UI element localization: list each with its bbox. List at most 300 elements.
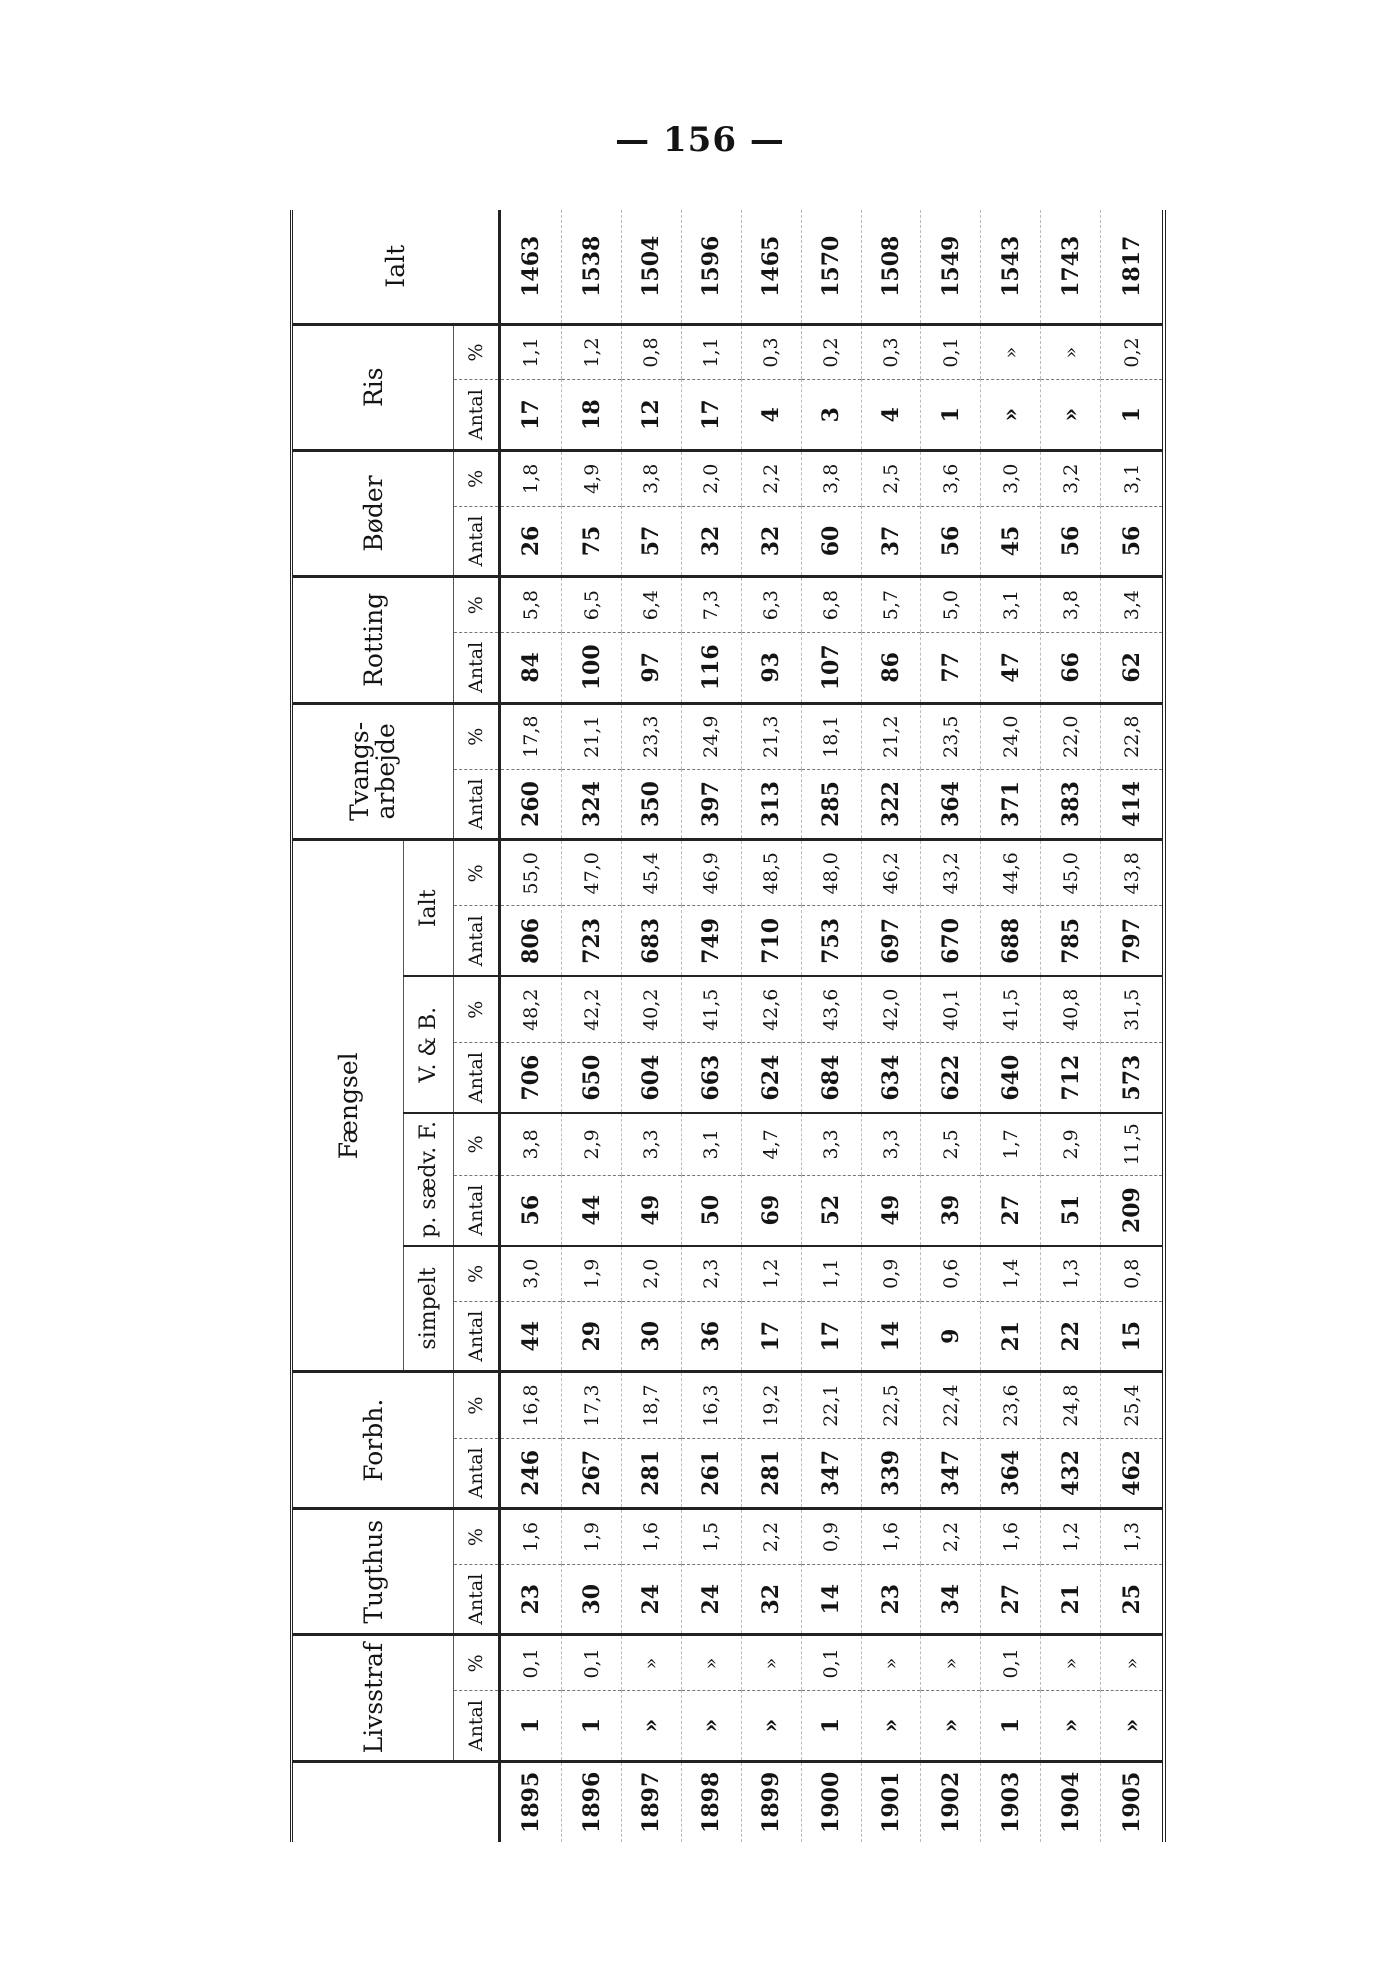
cell-liv-a: » <box>681 1691 741 1761</box>
cell-total: 1817 <box>1101 210 1164 324</box>
cell-forbh-p: 23,6 <box>981 1372 1041 1438</box>
cell-rot-p: 6,8 <box>801 577 861 633</box>
cell-simp-p: 3,0 <box>500 1246 562 1302</box>
cell-psf-a: 49 <box>861 1175 921 1245</box>
cell-tv-a: 260 <box>500 769 562 839</box>
cell-tv-a: 383 <box>1041 769 1101 839</box>
table-row <box>921 210 981 1842</box>
cell-bod-p: 3,8 <box>622 450 682 506</box>
cell-psf-a: 56 <box>500 1175 562 1245</box>
cell-simp-a: 17 <box>741 1301 801 1371</box>
cell-vb-p: 43,6 <box>801 976 861 1042</box>
cell-fi-p: 46,2 <box>861 840 921 906</box>
cell-fi-a: 670 <box>921 906 981 976</box>
cell-rot-p: 5,8 <box>500 577 562 633</box>
cell-rot-a: 86 <box>861 633 921 703</box>
cell-total: 1549 <box>921 210 981 324</box>
cell-total: 1543 <box>981 210 1041 324</box>
cell-rot-p: 3,1 <box>981 577 1041 633</box>
table-row <box>801 210 861 1842</box>
cell-ris-p: 0,3 <box>861 324 921 380</box>
cell-fi-p: 45,0 <box>1041 840 1101 906</box>
header-rotting: Rotting <box>292 577 454 703</box>
cell-ris-p: 0,2 <box>1101 324 1164 380</box>
cell-fi-a: 753 <box>801 906 861 976</box>
cell-tv-a: 371 <box>981 769 1041 839</box>
cell-simp-p: 1,1 <box>801 1246 861 1302</box>
table-body <box>500 210 1165 1842</box>
cell-bod-p: 1,8 <box>500 450 562 506</box>
antal-label: Antal <box>454 1043 500 1113</box>
cell-fi-p: 47,0 <box>562 840 622 906</box>
cell-simp-p: 2,0 <box>622 1246 682 1302</box>
cell-tv-p: 21,2 <box>861 703 921 769</box>
header-livsstraf: Livsstraf <box>292 1635 454 1761</box>
cell-simp-p: 1,3 <box>1041 1246 1101 1302</box>
cell-simp-a: 44 <box>500 1301 562 1371</box>
cell-tug-a: 27 <box>981 1565 1041 1635</box>
cell-forbh-a: 339 <box>861 1438 921 1508</box>
cell-bod-a: 32 <box>741 506 801 576</box>
cell-forbh-a: 462 <box>1101 1438 1164 1508</box>
cell-psf-a: 44 <box>562 1175 622 1245</box>
cell-liv-a: 1 <box>500 1691 562 1761</box>
cell-simp-a: 17 <box>801 1301 861 1371</box>
cell-ris-p: » <box>1041 324 1101 380</box>
cell-simp-p: 1,2 <box>741 1246 801 1302</box>
header-faengsel: Fængsel <box>292 840 404 1372</box>
pct-label: % <box>454 324 500 380</box>
cell-tug-p: 1,2 <box>1041 1509 1101 1565</box>
cell-forbh-p: 22,1 <box>801 1372 861 1438</box>
cell-liv-a: » <box>1041 1691 1101 1761</box>
cell-tug-a: 34 <box>921 1565 981 1635</box>
cell-fi-a: 806 <box>500 906 562 976</box>
cell-liv-p: » <box>1041 1635 1101 1691</box>
cell-psf-p: 1,7 <box>981 1113 1041 1175</box>
cell-rot-p: 3,4 <box>1101 577 1164 633</box>
cell-fi-p: 55,0 <box>500 840 562 906</box>
cell-ris-p: 0,1 <box>921 324 981 380</box>
cell-rot-a: 47 <box>981 633 1041 703</box>
cell-ris-p: 0,2 <box>801 324 861 380</box>
cell-tug-p: 1,3 <box>1101 1509 1164 1565</box>
page-number: — 156 — <box>615 120 785 160</box>
cell-ris-a: 17 <box>681 380 741 450</box>
cell-fi-p: 43,2 <box>921 840 981 906</box>
cell-vb-a: 712 <box>1041 1043 1101 1113</box>
cell-tug-p: 1,6 <box>622 1509 682 1565</box>
cell-tug-p: 1,6 <box>500 1509 562 1565</box>
cell-bod-a: 60 <box>801 506 861 576</box>
cell-fi-a: 749 <box>681 906 741 976</box>
cell-rot-a: 84 <box>500 633 562 703</box>
table-row <box>562 210 622 1842</box>
header-ialt-sub: Ialt <box>404 840 454 977</box>
cell-tug-a: 32 <box>741 1565 801 1635</box>
cell-tv-p: 21,3 <box>741 703 801 769</box>
cell-psf-p: 2,5 <box>921 1113 981 1175</box>
antal-label: Antal <box>454 769 500 839</box>
cell-rot-p: 5,7 <box>861 577 921 633</box>
cell-psf-p: 4,7 <box>741 1113 801 1175</box>
pct-label: % <box>454 1372 500 1438</box>
cell-tv-a: 414 <box>1101 769 1164 839</box>
pct-label: % <box>454 976 500 1042</box>
cell-psf-a: 50 <box>681 1175 741 1245</box>
cell-fi-a: 785 <box>1041 906 1101 976</box>
cell-ris-p: 1,1 <box>500 324 562 380</box>
cell-ris-p: 1,2 <box>562 324 622 380</box>
year-header <box>292 1761 500 1842</box>
cell-vb-a: 573 <box>1101 1043 1164 1113</box>
table-row <box>861 210 921 1842</box>
cell-bod-p: 2,2 <box>741 450 801 506</box>
cell-rot-a: 66 <box>1041 633 1101 703</box>
header-simpelt: simpelt <box>404 1246 454 1372</box>
cell-vb-p: 31,5 <box>1101 976 1164 1042</box>
cell-tug-a: 23 <box>861 1565 921 1635</box>
cell-simp-p: 1,9 <box>562 1246 622 1302</box>
cell-forbh-a: 432 <box>1041 1438 1101 1508</box>
cell-total: 1538 <box>562 210 622 324</box>
cell-rot-a: 100 <box>562 633 622 703</box>
cell-rot-a: 62 <box>1101 633 1164 703</box>
header-ialt: Ialt <box>292 210 500 324</box>
cell-forbh-p: 16,8 <box>500 1372 562 1438</box>
table-row <box>981 210 1041 1842</box>
cell-bod-a: 56 <box>921 506 981 576</box>
cell-tv-a: 322 <box>861 769 921 839</box>
cell-fi-p: 44,6 <box>981 840 1041 906</box>
cell-tv-a: 350 <box>622 769 682 839</box>
cell-tv-p: 18,1 <box>801 703 861 769</box>
cell-fi-p: 45,4 <box>622 840 682 906</box>
cell-bod-a: 56 <box>1101 506 1164 576</box>
cell-vb-p: 42,2 <box>562 976 622 1042</box>
cell-vb-p: 42,0 <box>861 976 921 1042</box>
cell-rot-a: 93 <box>741 633 801 703</box>
header-boder: Bøder <box>292 450 454 576</box>
cell-rot-a: 116 <box>681 633 741 703</box>
cell-tug-a: 23 <box>500 1565 562 1635</box>
cell-year: 1895 <box>500 1761 562 1842</box>
cell-ris-a: 1 <box>1101 380 1164 450</box>
cell-rot-p: 5,0 <box>921 577 981 633</box>
cell-liv-a: » <box>622 1691 682 1761</box>
antal-label: Antal <box>454 506 500 576</box>
pct-label: % <box>454 703 500 769</box>
cell-fi-p: 48,0 <box>801 840 861 906</box>
cell-fi-a: 797 <box>1101 906 1164 976</box>
cell-tug-a: 30 <box>562 1565 622 1635</box>
cell-psf-p: 3,3 <box>801 1113 861 1175</box>
cell-year: 1898 <box>681 1761 741 1842</box>
cell-ris-a: 1 <box>921 380 981 450</box>
table-row <box>681 210 741 1842</box>
cell-fi-a: 688 <box>981 906 1041 976</box>
rotated-table-wrapper <box>290 210 1166 1842</box>
cell-forbh-p: 24,8 <box>1041 1372 1101 1438</box>
cell-bod-p: 3,6 <box>921 450 981 506</box>
cell-vb-a: 634 <box>861 1043 921 1113</box>
cell-simp-p: 0,6 <box>921 1246 981 1302</box>
cell-vb-p: 41,5 <box>981 976 1041 1042</box>
cell-tv-p: 17,8 <box>500 703 562 769</box>
table-row <box>1041 210 1101 1842</box>
cell-liv-a: 1 <box>801 1691 861 1761</box>
cell-bod-a: 57 <box>622 506 682 576</box>
cell-forbh-p: 25,4 <box>1101 1372 1164 1438</box>
cell-liv-a: » <box>741 1691 801 1761</box>
cell-psf-a: 69 <box>741 1175 801 1245</box>
pct-label: % <box>454 450 500 506</box>
cell-fi-p: 43,8 <box>1101 840 1164 906</box>
cell-ris-a: 17 <box>500 380 562 450</box>
cell-psf-a: 209 <box>1101 1175 1164 1245</box>
cell-liv-a: 1 <box>981 1691 1041 1761</box>
cell-psf-p: 11,5 <box>1101 1113 1164 1175</box>
cell-ris-a: 12 <box>622 380 682 450</box>
cell-tv-a: 313 <box>741 769 801 839</box>
cell-vb-a: 663 <box>681 1043 741 1113</box>
antal-label: Antal <box>454 633 500 703</box>
cell-ris-a: » <box>1041 380 1101 450</box>
cell-tug-a: 21 <box>1041 1565 1101 1635</box>
cell-simp-a: 29 <box>562 1301 622 1371</box>
cell-liv-p: » <box>861 1635 921 1691</box>
cell-bod-a: 26 <box>500 506 562 576</box>
cell-vb-p: 41,5 <box>681 976 741 1042</box>
cell-bod-a: 75 <box>562 506 622 576</box>
cell-forbh-p: 17,3 <box>562 1372 622 1438</box>
cell-total: 1504 <box>622 210 682 324</box>
cell-total: 1743 <box>1041 210 1101 324</box>
cell-simp-a: 36 <box>681 1301 741 1371</box>
cell-tug-a: 24 <box>681 1565 741 1635</box>
cell-liv-p: 0,1 <box>562 1635 622 1691</box>
cell-tv-a: 364 <box>921 769 981 839</box>
cell-year: 1903 <box>981 1761 1041 1842</box>
cell-psf-a: 27 <box>981 1175 1041 1245</box>
cell-bod-p: 3,1 <box>1101 450 1164 506</box>
cell-vb-p: 40,8 <box>1041 976 1101 1042</box>
cell-tv-p: 24,0 <box>981 703 1041 769</box>
cell-forbh-a: 281 <box>741 1438 801 1508</box>
cell-tug-p: 0,9 <box>801 1509 861 1565</box>
cell-fi-a: 697 <box>861 906 921 976</box>
cell-tv-p: 21,1 <box>562 703 622 769</box>
antal-label: Antal <box>454 1691 500 1761</box>
cell-vb-a: 706 <box>500 1043 562 1113</box>
cell-psf-p: 3,3 <box>861 1113 921 1175</box>
cell-psf-p: 2,9 <box>562 1113 622 1175</box>
cell-simp-a: 14 <box>861 1301 921 1371</box>
cell-simp-p: 0,9 <box>861 1246 921 1302</box>
cell-fi-a: 683 <box>622 906 682 976</box>
header-tugthus: Tugthus <box>292 1509 454 1635</box>
antal-label: Antal <box>454 1565 500 1635</box>
cell-fi-p: 46,9 <box>681 840 741 906</box>
cell-psf-a: 51 <box>1041 1175 1101 1245</box>
cell-tug-p: 1,6 <box>861 1509 921 1565</box>
cell-bod-p: 3,0 <box>981 450 1041 506</box>
cell-ris-p: 1,1 <box>681 324 741 380</box>
cell-liv-a: » <box>1101 1691 1164 1761</box>
cell-vb-a: 650 <box>562 1043 622 1113</box>
cell-tv-a: 285 <box>801 769 861 839</box>
cell-bod-a: 45 <box>981 506 1041 576</box>
cell-ris-a: 4 <box>741 380 801 450</box>
cell-simp-a: 30 <box>622 1301 682 1371</box>
cell-rot-p: 3,8 <box>1041 577 1101 633</box>
antal-label: Antal <box>454 1438 500 1508</box>
cell-forbh-p: 16,3 <box>681 1372 741 1438</box>
cell-simp-p: 1,4 <box>981 1246 1041 1302</box>
cell-forbh-a: 281 <box>622 1438 682 1508</box>
cell-forbh-a: 364 <box>981 1438 1041 1508</box>
cell-ris-a: 18 <box>562 380 622 450</box>
cell-forbh-a: 347 <box>921 1438 981 1508</box>
pct-label: % <box>454 1113 500 1175</box>
cell-forbh-p: 19,2 <box>741 1372 801 1438</box>
pct-label: % <box>454 840 500 906</box>
cell-vb-a: 684 <box>801 1043 861 1113</box>
cell-vb-p: 42,6 <box>741 976 801 1042</box>
cell-vb-a: 640 <box>981 1043 1041 1113</box>
cell-year: 1897 <box>622 1761 682 1842</box>
cell-liv-p: » <box>622 1635 682 1691</box>
cell-fi-a: 723 <box>562 906 622 976</box>
cell-liv-p: » <box>921 1635 981 1691</box>
cell-tug-a: 25 <box>1101 1565 1164 1635</box>
cell-year: 1902 <box>921 1761 981 1842</box>
cell-simp-a: 22 <box>1041 1301 1101 1371</box>
cell-forbh-p: 22,4 <box>921 1372 981 1438</box>
cell-vb-a: 622 <box>921 1043 981 1113</box>
table-row <box>622 210 682 1842</box>
cell-total: 1570 <box>801 210 861 324</box>
cell-fi-a: 710 <box>741 906 801 976</box>
table-row <box>741 210 801 1842</box>
cell-year: 1901 <box>861 1761 921 1842</box>
cell-forbh-a: 261 <box>681 1438 741 1508</box>
cell-rot-p: 6,5 <box>562 577 622 633</box>
cell-ris-p: 0,3 <box>741 324 801 380</box>
cell-ris-a: 4 <box>861 380 921 450</box>
cell-liv-p: » <box>681 1635 741 1691</box>
cell-ris-p: 0,8 <box>622 324 682 380</box>
cell-fi-p: 48,5 <box>741 840 801 906</box>
cell-total: 1508 <box>861 210 921 324</box>
cell-liv-p: » <box>1101 1635 1164 1691</box>
cell-vb-a: 604 <box>622 1043 682 1113</box>
cell-tv-a: 324 <box>562 769 622 839</box>
cell-tug-p: 2,2 <box>741 1509 801 1565</box>
cell-total: 1465 <box>741 210 801 324</box>
cell-forbh-a: 347 <box>801 1438 861 1508</box>
cell-rot-a: 97 <box>622 633 682 703</box>
cell-liv-a: » <box>861 1691 921 1761</box>
cell-ris-p: » <box>981 324 1041 380</box>
cell-liv-a: 1 <box>562 1691 622 1761</box>
cell-tug-a: 24 <box>622 1565 682 1635</box>
cell-tv-p: 24,9 <box>681 703 741 769</box>
cell-simp-p: 2,3 <box>681 1246 741 1302</box>
header-ris: Ris <box>292 324 454 450</box>
pct-label: % <box>454 577 500 633</box>
cell-forbh-a: 246 <box>500 1438 562 1508</box>
cell-liv-p: 0,1 <box>801 1635 861 1691</box>
cell-tug-p: 1,6 <box>981 1509 1041 1565</box>
cell-tv-p: 22,0 <box>1041 703 1101 769</box>
cell-bod-p: 3,8 <box>801 450 861 506</box>
cell-tug-p: 1,5 <box>681 1509 741 1565</box>
cell-vb-a: 624 <box>741 1043 801 1113</box>
header-psaedv: p. sædv. F. <box>404 1113 454 1246</box>
cell-year: 1896 <box>562 1761 622 1842</box>
cell-rot-a: 77 <box>921 633 981 703</box>
table-row <box>1101 210 1164 1842</box>
cell-simp-p: 0,8 <box>1101 1246 1164 1302</box>
antal-label: Antal <box>454 380 500 450</box>
cell-rot-p: 6,4 <box>622 577 682 633</box>
cell-year: 1905 <box>1118 1771 1145 1833</box>
cell-bod-a: 32 <box>681 506 741 576</box>
cell-year: 1904 <box>1041 1761 1101 1842</box>
cell-vb-p: 40,2 <box>622 976 682 1042</box>
cell-psf-p: 3,8 <box>500 1113 562 1175</box>
cell-ris-a: » <box>981 380 1041 450</box>
cell-bod-p: 3,2 <box>1041 450 1101 506</box>
cell-psf-a: 39 <box>921 1175 981 1245</box>
table-row <box>500 210 562 1842</box>
cell-year: 1900 <box>801 1761 861 1842</box>
cell-vb-p: 40,1 <box>921 976 981 1042</box>
cell-tv-p: 22,8 <box>1101 703 1164 769</box>
cell-simp-a: 15 <box>1101 1301 1164 1371</box>
cell-liv-p: 0,1 <box>981 1635 1041 1691</box>
cell-tug-a: 14 <box>801 1565 861 1635</box>
antal-label: Antal <box>454 1175 500 1245</box>
pct-label: % <box>454 1246 500 1302</box>
antal-label: Antal <box>454 906 500 976</box>
cell-bod-p: 2,0 <box>681 450 741 506</box>
cell-tv-p: 23,5 <box>921 703 981 769</box>
cell-bod-p: 4,9 <box>562 450 622 506</box>
cell-liv-p: 0,1 <box>500 1635 562 1691</box>
pct-label: % <box>454 1509 500 1565</box>
cell-liv-a: » <box>921 1691 981 1761</box>
cell-vb-p: 48,2 <box>500 976 562 1042</box>
header-tvangsarbejde: Tvangs-arbejde <box>292 703 454 840</box>
punishment-statistics-table <box>290 210 1166 1842</box>
cell-tug-p: 2,2 <box>921 1509 981 1565</box>
cell-psf-p: 3,3 <box>622 1113 682 1175</box>
header-forbh: Forbh. <box>292 1372 454 1509</box>
cell-rot-p: 7,3 <box>681 577 741 633</box>
cell-rot-a: 107 <box>801 633 861 703</box>
cell-total: 1463 <box>500 210 562 324</box>
antal-label: Antal <box>454 1301 500 1371</box>
cell-bod-a: 56 <box>1041 506 1101 576</box>
cell-simp-a: 9 <box>921 1301 981 1371</box>
cell-tug-p: 1,9 <box>562 1509 622 1565</box>
cell-forbh-p: 22,5 <box>861 1372 921 1438</box>
cell-ris-a: 3 <box>801 380 861 450</box>
cell-year: 1899 <box>741 1761 801 1842</box>
cell-tv-p: 23,3 <box>622 703 682 769</box>
